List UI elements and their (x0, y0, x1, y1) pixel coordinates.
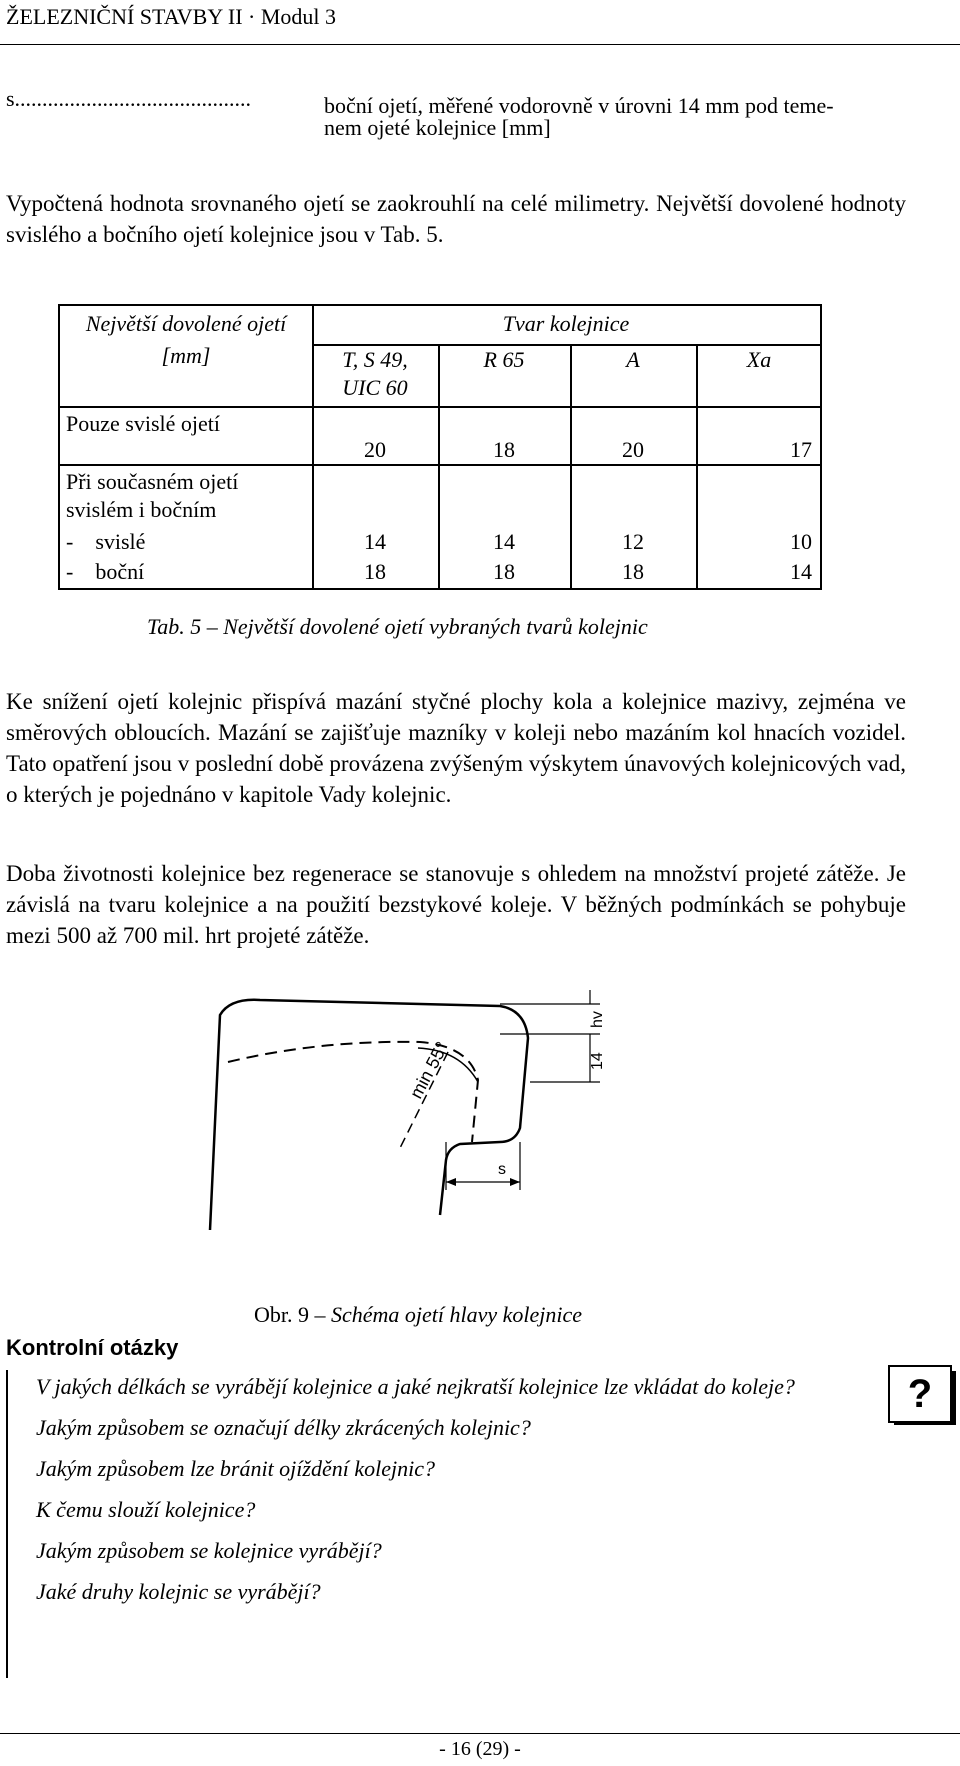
list-item: Jakým způsobem se označují délky zkrácených kolejnic? (36, 1415, 531, 1440)
list-item: K čemu slouží kolejnice? (36, 1497, 256, 1522)
table-header-left: Největší dovolené ojetí (85, 311, 287, 336)
figure-caption-text: – Schéma ojetí hlavy kolejnice (309, 1302, 583, 1327)
list-item: Jakým způsobem se kolejnice vyrábějí? (36, 1538, 382, 1563)
table-cell: 10 (790, 529, 812, 554)
figure-caption-label: Obr. 9 (254, 1302, 309, 1327)
definition-symbol: s........................................... (6, 86, 252, 111)
paragraph-lifetime: Doba životnosti kolejnice bez regenerace se stanovuje s ohledem na množství projeté zátěže. Je závislá na tvaru kolejnice a na použití bezstykové koleje. V běžných podmínkách se pohybuje mezi 500 až 700 mil. hrt projeté zátěže. (6, 861, 906, 948)
table-col-header: Xa (746, 347, 772, 372)
definition-text: boční ojetí, měřené vodorovně v úrovni 14 mm pod teme- (324, 93, 834, 118)
arrow-head (510, 1178, 520, 1186)
row-label-combined: Při současném ojetí (66, 469, 239, 494)
page-header: ŽELEZNIČNÍ STAVBY II · Modul 3 (6, 4, 337, 29)
header-rule (0, 44, 960, 45)
questions-list (36, 1372, 882, 1618)
row-label-vertical: Pouze svislé ojetí (66, 411, 220, 436)
row-label-combined-cont: svislém i bočním (66, 497, 217, 522)
table-header-left-unit: [mm] (161, 343, 211, 368)
questions-rule (6, 1370, 8, 1678)
page-number: - 16 (29) - (439, 1738, 521, 1760)
table-cell: 18 (493, 437, 515, 462)
paragraph-lubrication: Ke snížení ojetí kolejnic přispívá mazání styčné plochy kola a kolejnice mazivy, zejména ve směrových obloucích. Mazání se zajišťuje mazníky v koleji nebo mazáním kol hnacích vozidel. Tato opatření jsou v poslední době provázena zvýšeným výskytem únavových kolejnicových vad, o kterých je pojednáno v kapitole Vady kolejnic. (6, 689, 906, 807)
label-s: s (498, 1161, 506, 1178)
wear-table (58, 304, 822, 590)
paragraph-intro: Vypočtená hodnota srovnaného ojetí se zaokrouhlí na celé milimetry. Největší dovolené hodnoty svislého a bočního ojetí kolejnice jsou v Tab. 5. (6, 191, 906, 247)
table-cell: 14 (493, 529, 515, 554)
table-cell: 18 (622, 559, 644, 584)
table-cell: 18 (364, 559, 386, 584)
label-min55: min 55° (405, 1038, 453, 1102)
table-divider (60, 406, 820, 408)
label-hv: hv (589, 1011, 606, 1028)
table-col-header: UIC 60 (342, 375, 408, 400)
table-divider (60, 464, 820, 466)
table-cell: 14 (790, 559, 812, 584)
figure-caption (254, 1302, 582, 1328)
table-cell: 18 (493, 559, 515, 584)
list-item: V jakých délkách se vyrábějí kolejnice a jaké nejkratší kolejnice lze vkládat do koleje? (36, 1374, 795, 1399)
table-caption: Tab. 5 – Největší dovolené ojetí vybraných tvarů kolejnic (147, 614, 648, 639)
arrow-head (446, 1178, 456, 1186)
list-item: Jaké druhy kolejnic se vyrábějí? (36, 1579, 321, 1604)
question-mark-icon: ? (888, 1365, 952, 1423)
questions-title: Kontrolní otázky (6, 1335, 179, 1360)
list-item: Jakým způsobem lze bránit ojíždění kolejnic? (36, 1456, 435, 1481)
table-cell: 12 (622, 529, 644, 554)
table-col-header: R 65 (483, 347, 525, 372)
table-cell: 20 (622, 437, 644, 462)
table-group-header: Tvar kolejnice (502, 311, 630, 336)
row-label-svisle: - svislé (66, 529, 146, 554)
table-cell: 20 (364, 437, 386, 462)
footer-rule (0, 1733, 960, 1734)
table-cell: 17 (790, 437, 812, 462)
rail-head-outline (210, 1000, 528, 1230)
table-cell: 14 (364, 529, 386, 554)
definition-text-cont: nem ojeté kolejnice [mm] (324, 115, 551, 140)
table-col-header: T, S 49, (342, 347, 408, 372)
table-col-header: A (626, 347, 640, 372)
rail-head-diagram (0, 990, 700, 1230)
label-14: 14 (589, 1052, 606, 1070)
row-label-bocni: - boční (66, 559, 145, 584)
